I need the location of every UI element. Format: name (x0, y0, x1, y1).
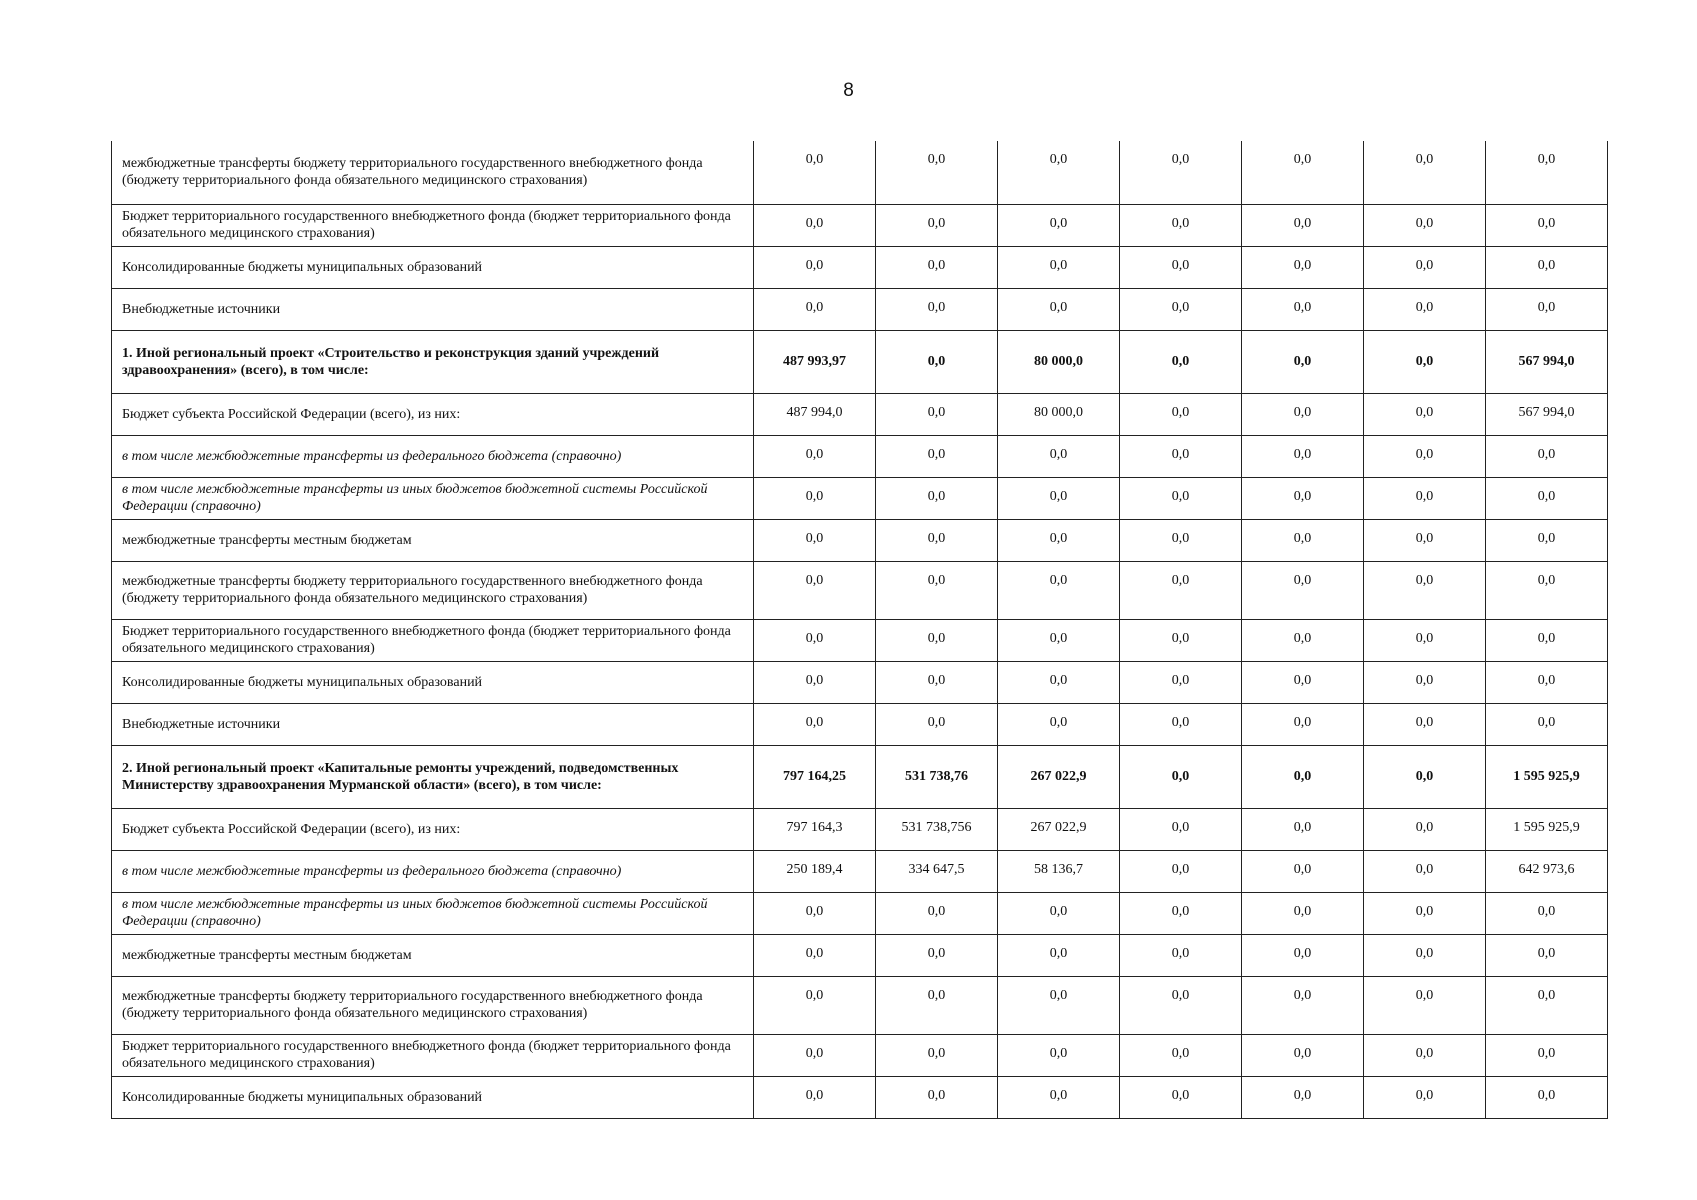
value-cell: 0,0 (998, 934, 1120, 976)
budget-table (111, 141, 1608, 1119)
value-cell: 0,0 (998, 976, 1120, 1034)
value-cell: 0,0 (1486, 477, 1608, 519)
table-row (112, 393, 1608, 435)
value-cell: 0,0 (998, 435, 1120, 477)
value-cell: 0,0 (754, 703, 876, 745)
value-cell: 0,0 (1364, 850, 1486, 892)
value-cell: 0,0 (876, 288, 998, 330)
row-label: межбюджетные трансферты бюджету территориального государственного внебюджетного фонда (бюджету территориального фонда обязательного медицинского страхования) (112, 141, 754, 204)
value-cell: 80 000,0 (998, 393, 1120, 435)
value-cell: 0,0 (1120, 850, 1242, 892)
value-cell: 0,0 (1364, 141, 1486, 204)
value-cell: 0,0 (1120, 619, 1242, 661)
value-cell: 487 994,0 (754, 393, 876, 435)
value-cell: 1 595 925,9 (1486, 808, 1608, 850)
value-cell: 0,0 (998, 246, 1120, 288)
row-label: в том числе межбюджетные трансферты из федерального бюджета (справочно) (112, 850, 754, 892)
value-cell: 0,0 (876, 393, 998, 435)
value-cell: 0,0 (1242, 892, 1364, 934)
value-cell: 567 994,0 (1486, 330, 1608, 393)
value-cell: 0,0 (1486, 703, 1608, 745)
value-cell: 0,0 (1120, 477, 1242, 519)
value-cell: 0,0 (754, 141, 876, 204)
table-row (112, 561, 1608, 619)
row-label: 2. Иной региональный проект «Капитальные ремонты учреждений, подведомственных Министерству здравоохранения Мурманской области» (всего), в том числе: (112, 745, 754, 808)
value-cell: 0,0 (876, 477, 998, 519)
value-cell: 797 164,3 (754, 808, 876, 850)
value-cell: 267 022,9 (998, 808, 1120, 850)
value-cell: 0,0 (876, 1034, 998, 1076)
row-label: Бюджет территориального государственного внебюджетного фонда (бюджет территориального фонда обязательного медицинского страхования) (112, 204, 754, 246)
table-row (112, 1034, 1608, 1076)
value-cell: 531 738,76 (876, 745, 998, 808)
value-cell: 0,0 (1242, 619, 1364, 661)
value-cell: 0,0 (876, 1076, 998, 1118)
value-cell: 0,0 (754, 477, 876, 519)
value-cell: 0,0 (1242, 393, 1364, 435)
value-cell: 0,0 (1364, 393, 1486, 435)
value-cell: 0,0 (1486, 892, 1608, 934)
value-cell: 0,0 (1242, 1076, 1364, 1118)
value-cell: 0,0 (1120, 330, 1242, 393)
value-cell: 0,0 (754, 561, 876, 619)
table-row (112, 808, 1608, 850)
value-cell: 0,0 (754, 288, 876, 330)
value-cell: 0,0 (1242, 288, 1364, 330)
value-cell: 0,0 (998, 477, 1120, 519)
value-cell: 0,0 (876, 246, 998, 288)
value-cell: 0,0 (754, 892, 876, 934)
value-cell: 0,0 (998, 204, 1120, 246)
value-cell: 0,0 (1120, 892, 1242, 934)
budget-table-body (112, 141, 1608, 1118)
value-cell: 0,0 (1364, 519, 1486, 561)
value-cell: 0,0 (1242, 477, 1364, 519)
value-cell: 0,0 (754, 934, 876, 976)
value-cell: 0,0 (1364, 934, 1486, 976)
table-row (112, 141, 1608, 204)
value-cell: 0,0 (876, 519, 998, 561)
value-cell: 80 000,0 (998, 330, 1120, 393)
table-row (112, 703, 1608, 745)
value-cell: 0,0 (1486, 661, 1608, 703)
value-cell: 0,0 (1242, 934, 1364, 976)
table-row (112, 204, 1608, 246)
table-row (112, 330, 1608, 393)
value-cell: 0,0 (876, 661, 998, 703)
value-cell: 334 647,5 (876, 850, 998, 892)
value-cell: 0,0 (1242, 141, 1364, 204)
value-cell: 0,0 (1364, 477, 1486, 519)
value-cell: 642 973,6 (1486, 850, 1608, 892)
value-cell: 0,0 (1242, 703, 1364, 745)
value-cell: 0,0 (1242, 1034, 1364, 1076)
value-cell: 0,0 (998, 661, 1120, 703)
value-cell: 0,0 (1486, 519, 1608, 561)
value-cell: 0,0 (1120, 561, 1242, 619)
value-cell: 0,0 (1120, 519, 1242, 561)
table-row (112, 892, 1608, 934)
value-cell: 0,0 (754, 435, 876, 477)
value-cell: 0,0 (1486, 934, 1608, 976)
table-row (112, 288, 1608, 330)
value-cell: 0,0 (754, 976, 876, 1034)
value-cell: 0,0 (1364, 288, 1486, 330)
value-cell: 0,0 (1486, 204, 1608, 246)
value-cell: 1 595 925,9 (1486, 745, 1608, 808)
value-cell: 567 994,0 (1486, 393, 1608, 435)
row-label: в том числе межбюджетные трансферты из федерального бюджета (справочно) (112, 435, 754, 477)
page-number: 8 (843, 80, 854, 101)
value-cell: 0,0 (1242, 808, 1364, 850)
value-cell: 0,0 (1486, 561, 1608, 619)
value-cell: 0,0 (1120, 393, 1242, 435)
row-label: Бюджет территориального государственного внебюджетного фонда (бюджет территориального фонда обязательного медицинского страхования) (112, 619, 754, 661)
table-row (112, 477, 1608, 519)
value-cell: 0,0 (754, 204, 876, 246)
value-cell: 0,0 (1364, 1034, 1486, 1076)
table-row (112, 934, 1608, 976)
value-cell: 0,0 (1242, 204, 1364, 246)
value-cell: 0,0 (998, 1076, 1120, 1118)
value-cell: 0,0 (876, 141, 998, 204)
table-row (112, 246, 1608, 288)
value-cell: 0,0 (1120, 745, 1242, 808)
table-row (112, 435, 1608, 477)
value-cell: 0,0 (1486, 619, 1608, 661)
value-cell: 487 993,97 (754, 330, 876, 393)
value-cell: 0,0 (1242, 850, 1364, 892)
value-cell: 0,0 (1364, 703, 1486, 745)
value-cell: 0,0 (1242, 561, 1364, 619)
table-row (112, 661, 1608, 703)
value-cell: 0,0 (1120, 934, 1242, 976)
value-cell: 0,0 (1486, 976, 1608, 1034)
value-cell: 0,0 (1364, 892, 1486, 934)
table-row (112, 745, 1608, 808)
value-cell: 0,0 (998, 288, 1120, 330)
value-cell: 0,0 (1486, 1076, 1608, 1118)
value-cell: 58 136,7 (998, 850, 1120, 892)
row-label: в том числе межбюджетные трансферты из иных бюджетов бюджетной системы Российской Федерации (справочно) (112, 892, 754, 934)
table-row (112, 619, 1608, 661)
value-cell: 0,0 (1364, 561, 1486, 619)
row-label: межбюджетные трансферты бюджету территориального государственного внебюджетного фонда (бюджету территориального фонда обязательного медицинского страхования) (112, 976, 754, 1034)
value-cell: 0,0 (1120, 204, 1242, 246)
value-cell: 0,0 (998, 561, 1120, 619)
value-cell: 250 189,4 (754, 850, 876, 892)
value-cell: 0,0 (1242, 976, 1364, 1034)
value-cell: 0,0 (1364, 976, 1486, 1034)
value-cell: 0,0 (998, 619, 1120, 661)
value-cell: 0,0 (1364, 619, 1486, 661)
value-cell: 0,0 (1242, 519, 1364, 561)
value-cell: 0,0 (1120, 976, 1242, 1034)
value-cell: 0,0 (1242, 435, 1364, 477)
value-cell: 0,0 (1364, 745, 1486, 808)
value-cell: 0,0 (1364, 204, 1486, 246)
value-cell: 0,0 (1242, 246, 1364, 288)
value-cell: 0,0 (754, 1034, 876, 1076)
value-cell: 0,0 (1364, 808, 1486, 850)
value-cell: 0,0 (876, 703, 998, 745)
value-cell: 531 738,756 (876, 808, 998, 850)
row-label: Консолидированные бюджеты муниципальных образований (112, 661, 754, 703)
table-row (112, 850, 1608, 892)
table-row (112, 519, 1608, 561)
value-cell: 0,0 (998, 1034, 1120, 1076)
row-label: в том числе межбюджетные трансферты из иных бюджетов бюджетной системы Российской Федерации (справочно) (112, 477, 754, 519)
value-cell: 0,0 (1364, 1076, 1486, 1118)
row-label: межбюджетные трансферты местным бюджетам (112, 519, 754, 561)
value-cell: 0,0 (1242, 330, 1364, 393)
value-cell: 0,0 (1120, 435, 1242, 477)
value-cell: 0,0 (998, 141, 1120, 204)
value-cell: 0,0 (754, 246, 876, 288)
value-cell: 797 164,25 (754, 745, 876, 808)
value-cell: 0,0 (998, 892, 1120, 934)
row-label: Бюджет субъекта Российской Федерации (всего), из них: (112, 808, 754, 850)
value-cell: 0,0 (1120, 141, 1242, 204)
value-cell: 0,0 (1364, 661, 1486, 703)
value-cell: 0,0 (754, 1076, 876, 1118)
value-cell: 0,0 (876, 561, 998, 619)
value-cell: 0,0 (876, 330, 998, 393)
row-label: Консолидированные бюджеты муниципальных образований (112, 246, 754, 288)
row-label: Консолидированные бюджеты муниципальных образований (112, 1076, 754, 1118)
value-cell: 0,0 (876, 934, 998, 976)
table-row (112, 976, 1608, 1034)
value-cell: 0,0 (1120, 808, 1242, 850)
value-cell: 0,0 (1120, 661, 1242, 703)
value-cell: 0,0 (1364, 330, 1486, 393)
value-cell: 0,0 (1242, 661, 1364, 703)
value-cell: 0,0 (754, 619, 876, 661)
value-cell: 0,0 (1486, 1034, 1608, 1076)
row-label: межбюджетные трансферты бюджету территориального государственного внебюджетного фонда (бюджету территориального фонда обязательного медицинского страхования) (112, 561, 754, 619)
value-cell: 0,0 (1120, 703, 1242, 745)
row-label: 1. Иной региональный проект «Строительство и реконструкция зданий учреждений здравоохранения» (всего), в том числе: (112, 330, 754, 393)
value-cell: 0,0 (1486, 435, 1608, 477)
value-cell: 0,0 (1242, 745, 1364, 808)
row-label: Бюджет субъекта Российской Федерации (всего), из них: (112, 393, 754, 435)
value-cell: 0,0 (1120, 1034, 1242, 1076)
row-label: Внебюджетные источники (112, 288, 754, 330)
value-cell: 0,0 (998, 703, 1120, 745)
value-cell: 267 022,9 (998, 745, 1120, 808)
table-row (112, 1076, 1608, 1118)
value-cell: 0,0 (754, 661, 876, 703)
value-cell: 0,0 (1120, 288, 1242, 330)
value-cell: 0,0 (1120, 1076, 1242, 1118)
value-cell: 0,0 (876, 619, 998, 661)
value-cell: 0,0 (876, 435, 998, 477)
row-label: Бюджет территориального государственного внебюджетного фонда (бюджет территориального фонда обязательного медицинского страхования) (112, 1034, 754, 1076)
value-cell: 0,0 (1486, 141, 1608, 204)
value-cell: 0,0 (876, 204, 998, 246)
row-label: межбюджетные трансферты местным бюджетам (112, 934, 754, 976)
value-cell: 0,0 (876, 976, 998, 1034)
value-cell: 0,0 (1120, 246, 1242, 288)
value-cell: 0,0 (1486, 246, 1608, 288)
value-cell: 0,0 (876, 892, 998, 934)
row-label: Внебюджетные источники (112, 703, 754, 745)
value-cell: 0,0 (1364, 246, 1486, 288)
value-cell: 0,0 (1364, 435, 1486, 477)
value-cell: 0,0 (1486, 288, 1608, 330)
value-cell: 0,0 (754, 519, 876, 561)
value-cell: 0,0 (998, 519, 1120, 561)
